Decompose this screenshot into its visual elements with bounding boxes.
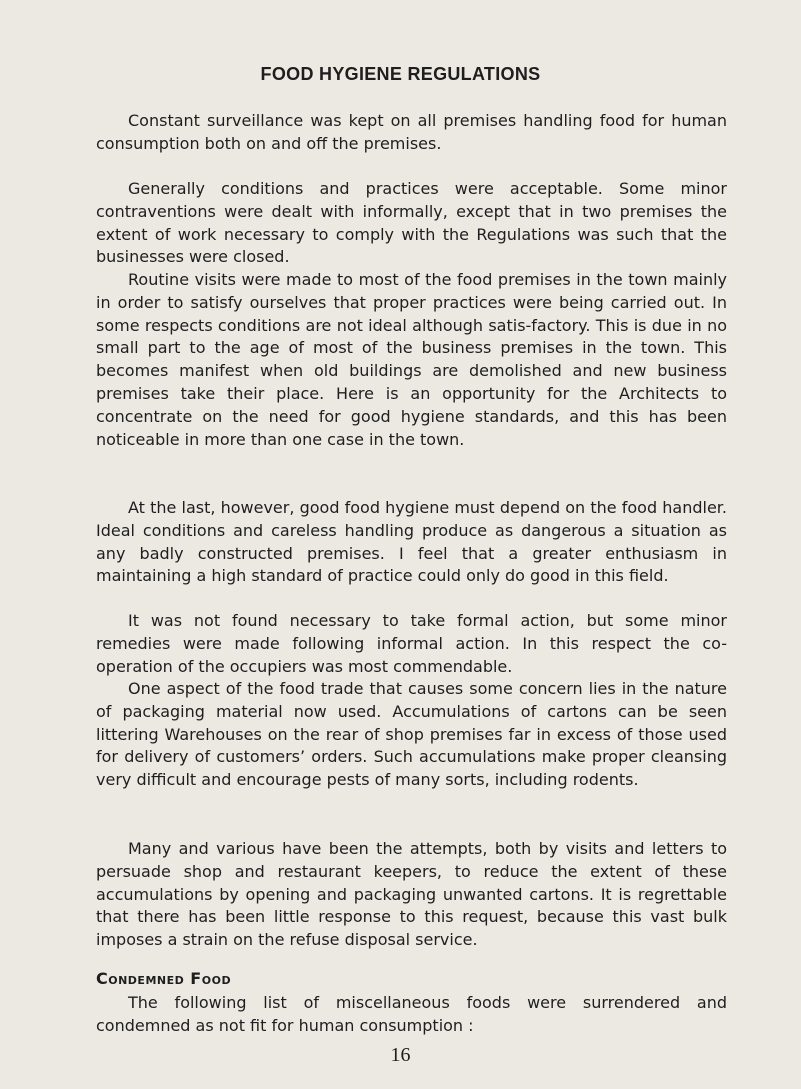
paragraph-surveillance: Constant surveillance was kept on all premises handling food for human consumption both on and off the premises.: [96, 111, 727, 153]
section-heading-condemned-food: Condemned Food: [96, 969, 232, 988]
paragraph-attempts: Many and various have been the attempts, both by visits and letters to persuade shop and restaurant keepers, to reduce the extent of these accumulations by opening and packaging unwanted cartons. It is regrettable that there has been little response to this request, because this vast bulk imposes a strain on the refuse disposal service.: [96, 839, 727, 950]
page-title: FOOD HYGIENE REGULATIONS: [260, 64, 541, 84]
paragraph-packaging: One aspect of the food trade that causes some concern lies in the nature of packaging material now used. Accumulations of cartons can be seen littering Warehouses on the rear of shop premises far in excess of those used for delivery of customers’ orders. Such accumulations make proper cleansing very difficult and encourage pests of many sorts, including rodents.: [96, 679, 727, 790]
paragraph-conditions: Generally conditions and practices were acceptable. Some minor contraventions were dealt with informally, except that in two premises the extent of work necessary to comply with the Regulations was such that the businesses were closed.: [96, 179, 727, 267]
paragraph-routine-visits: Routine visits were made to most of the food premises in the town mainly in order to satisfy ourselves that proper practices were being carried out. In some respects conditions are not ideal although satis-factory. This is due in no small part to the age of most of the business premises in the town. This becomes manifest when old buildings are demolished and new business premises take their place. Here is an opportunity for the Architects to concentrate on the need for good hygiene standards, and this has been noticeable in more than one case in the town.: [96, 270, 727, 449]
paragraph-formal-action: It was not found necessary to take formal action, but some minor remedies were made following informal action. In this respect the co-operation of the occupiers was most commendable.: [96, 611, 727, 676]
paragraph-condemned-list-intro: The following list of miscellaneous foods were surrendered and condemned as not fit for human consumption :: [96, 993, 727, 1035]
paragraph-food-handler: At the last, however, good food hygiene must depend on the food handler. Ideal conditions and careless handling produce as dangerous a situation as any badly constructed premises. I feel that a greater enthusiasm in maintaining a high standard of practice could only do good in this field.: [96, 498, 727, 586]
page-number: 16: [390, 1044, 411, 1066]
